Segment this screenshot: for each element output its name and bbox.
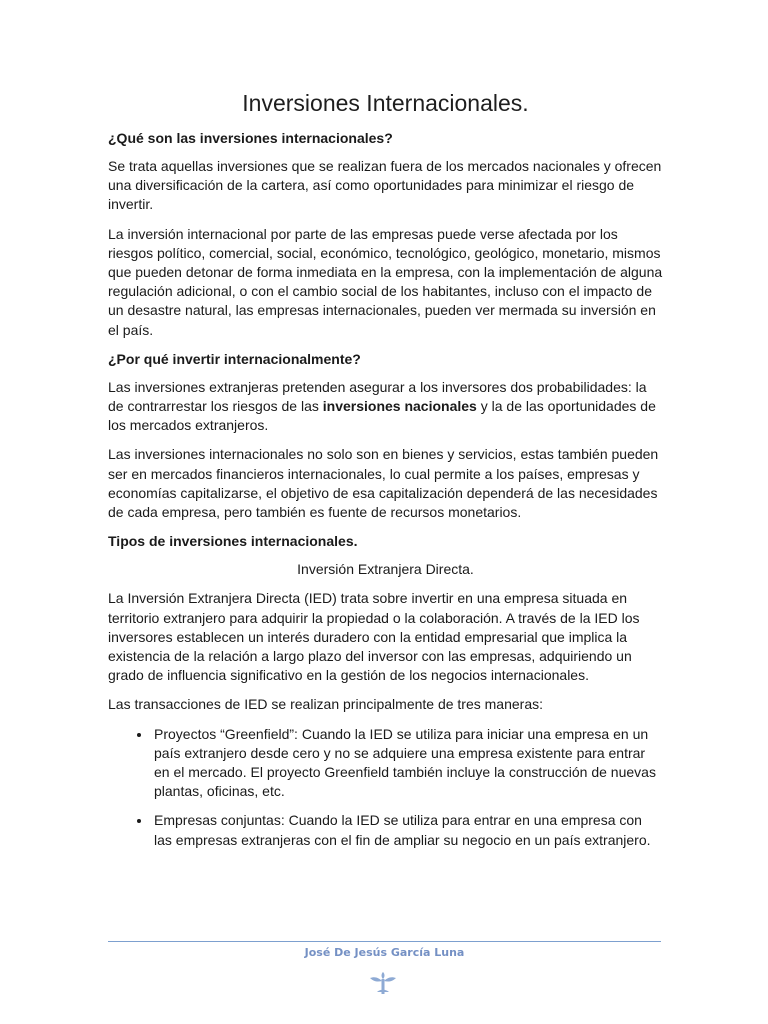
heading-what-are: ¿Qué son las inversiones internacionales? xyxy=(108,130,393,146)
heading-why-invest: ¿Por qué invertir internacionalmente? xyxy=(108,350,361,367)
paragraph-definition: Se trata aquellas inversiones que se realizan fuera de los mercados nacionales y ofrecen una diversificación de la cartera, así como oportunidades para minimizar el riesgo de invertir. xyxy=(108,158,662,213)
transaction-list xyxy=(108,725,663,850)
fleur-logo-icon xyxy=(368,968,398,996)
subtitle-ied: Inversión Extranjera Directa. xyxy=(297,561,474,578)
heading-types: Tipos de inversiones internacionales. xyxy=(108,533,358,550)
paragraph-text-end: y la de las oportunidades de los mercados extranjeros. xyxy=(108,398,656,434)
paragraph-transactions: Las transacciones de IED se realizan principalmente de tres maneras: xyxy=(108,696,543,713)
footer-divider xyxy=(108,941,661,942)
bold-term: inversiones nacionales xyxy=(322,398,477,415)
list-item: • Empresas conjuntas: Cuando la IED se utiliza para entrar en una empresa con las empresas extranjeras con el fin de ampliar su negocio en un país extranjero. xyxy=(152,811,663,849)
paragraph-text-start: Las inversiones extranjeras pretenden asegurar a los inversores dos probabilidades: la de contrarrestar los riesgos de las xyxy=(108,378,647,415)
paragraph-foreign-investments xyxy=(108,378,663,436)
paragraph-risks: La inversión internacional por parte de las empresas puede verse afectada por los riesgos político, comercial, social, económico, tecnológico, geológico, monetario, mismos que pueden detonar de forma inmediata en la empresa, con la implementación de alguna regulación adicional, o con el cambio social de los habitantes, incluso con el impacto de un desastre natural, las empresas internacionales, pueden ver mermada su inversión en el país. xyxy=(108,225,663,338)
paragraph-ied: La Inversión Extranjera Directa (IED) trata sobre invertir en una empresa situada en territorio extranjero para adquirir la propiedad o la colaboración. A través de la IED los inversores establecen un interés duradero con la entidad empresarial que implica la existencia de la relación a largo plazo del inversor con las empresas, adquiriendo un grado de influencia significativo en la gestión de los negocios internacionales. xyxy=(108,590,640,684)
list-item: • Proyectos “Greenfield”: Cuando la IED se utiliza para iniciar una empresa en un país extranjero desde cero y no se adquiere una empresa existente para entrar en el mercado. El proyecto Greenfield también incluye la construcción de nuevas plantas, oficinas, etc. xyxy=(152,725,663,802)
paragraph-financial-markets: Las inversiones internacionales no solo son en bienes y servicios, estas también pueden ser en mercados financieros internacionales, lo cual permite a los países, empresas y economías capitalizarse, el objetivo de esa capitalización dependerá de las necesidades de cada empresa, pero también es fuente de recursos monetarios. xyxy=(108,446,659,521)
footer-author: José De Jesús García Luna xyxy=(304,946,465,959)
page-title: Inversiones Internacionales. xyxy=(242,90,529,116)
document-page xyxy=(108,90,663,860)
